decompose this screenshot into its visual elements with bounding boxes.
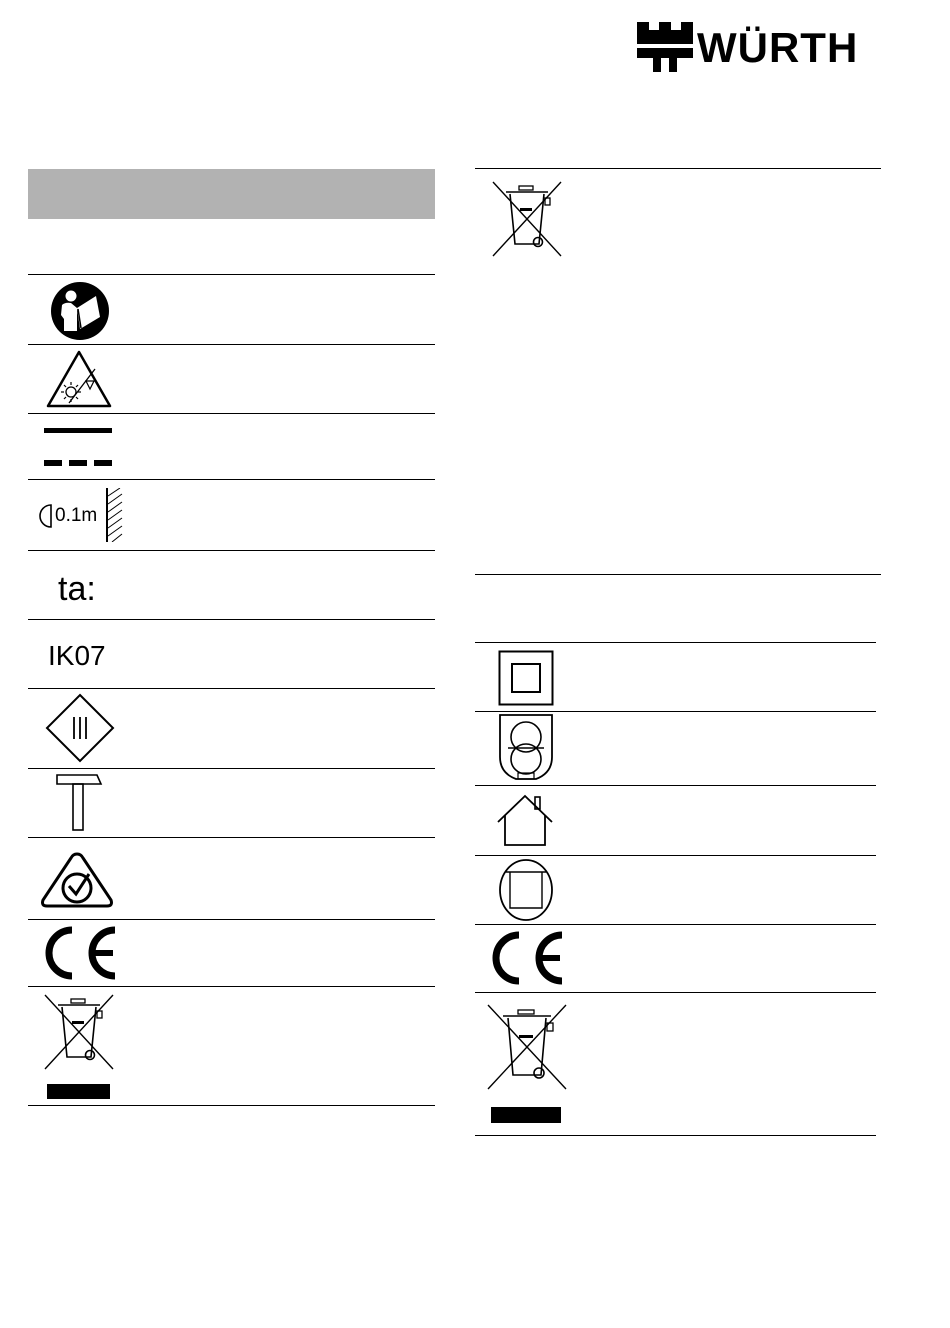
protection-class-2-icon [498,650,554,706]
divider [475,574,881,575]
read-manual-icon [50,281,110,341]
weee-bin-icon [485,1003,569,1125]
divider [28,274,435,275]
brand-name: WÜRTH [697,24,859,71]
weee-bin-icon [490,180,564,260]
divider [28,479,435,480]
protection-class-3-icon [45,693,115,763]
min-distance-label: 0.1m [55,505,98,526]
wall-hatch-icon [104,488,126,542]
divider [28,688,435,689]
indoor-use-icon [495,794,555,848]
divider [475,785,876,786]
divider [28,413,435,414]
weee-bin-icon [42,993,116,1101]
divider [475,992,876,993]
wurth-logo-mark-icon [637,20,693,75]
impact-protection-label: IK07 [48,640,106,671]
do-not-look-into-light-icon [45,349,113,409]
hammer-icon [55,774,103,832]
direct-current-icon [44,428,112,470]
divider [28,986,435,987]
divider [475,711,876,712]
divider [28,550,435,551]
divider [475,168,881,169]
divider [28,919,435,920]
short-circuit-proof-transformer-icon [498,858,554,922]
ce-mark-icon [486,930,566,986]
section-header-bar [28,169,435,219]
divider [28,768,435,769]
divider [475,642,876,643]
ambient-temperature-label: ta: [58,570,96,608]
wurth-logo [637,20,879,75]
safety-transformer-icon [498,713,554,783]
divider [28,619,435,620]
divider [28,344,435,345]
divider [28,1105,435,1106]
divider [28,837,435,838]
rcm-mark-icon [39,850,115,910]
lamp-half-circle-icon [37,503,53,529]
divider [475,924,876,925]
divider [475,855,876,856]
ce-mark-icon [39,925,119,981]
divider [475,1135,876,1136]
